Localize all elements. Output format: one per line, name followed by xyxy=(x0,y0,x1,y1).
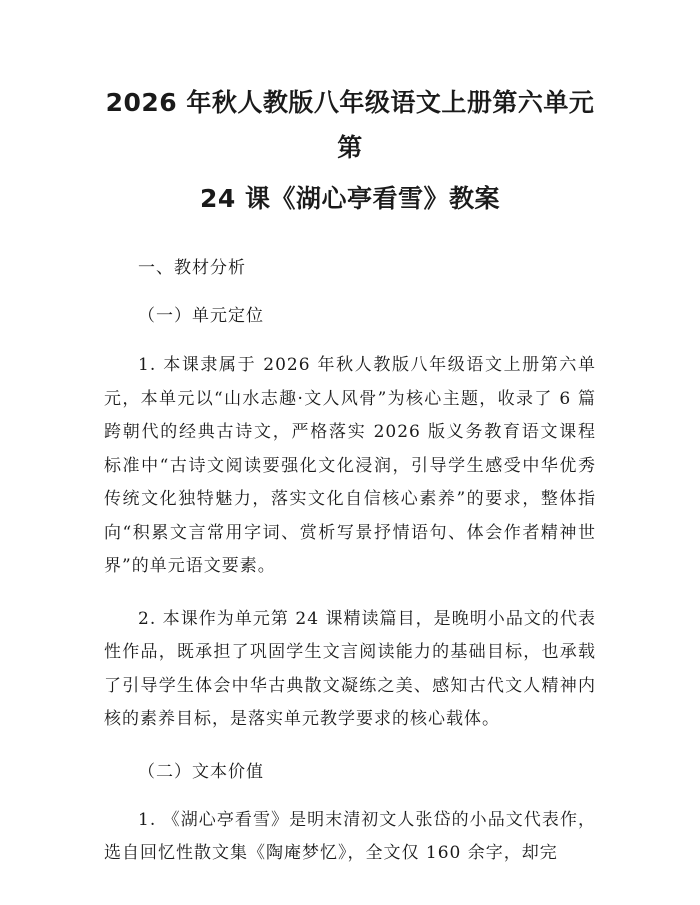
paragraph-unit-positioning-1: 1. 本课隶属于 2026 年秋人教版八年级语文上册第六单元，本单元以“山水志趣·文人风骨”为核心主题，收录了 6 篇跨朝代的经典古诗文，严格落实 2026 版义务教育语文课程标准中“古诗文阅读要强化文化浸润，引导学生感受中华优秀传统文化独特魅力，落实文化自信核心素养”的要求，整体指向“积累文言常用字词、赏析写景抒情语句、体会作者精神世界”的单元语文要素。 xyxy=(104,355,596,576)
paragraph-text-value-1: 1. 《湖心亭看雪》是明末清初文人张岱的小品文代表作，选自回忆性散文集《陶庵梦忆》，全文仅 160 余字，却完 xyxy=(104,809,596,863)
paragraph-unit-positioning-2: 2. 本课作为单元第 24 课精读篇目，是晚明小品文的代表性作品，既承担了巩固学生文言阅读能力的基础目标，也承载了引导学生体会中华古典散文凝练之美、感知古代文人精神内核的素养目标，是落实单元教学要求的核心载体。 xyxy=(104,608,596,729)
document-title xyxy=(104,80,596,221)
title-line-1: 2026 年秋人教版八年级语文上册第六单元第 xyxy=(105,88,595,162)
title-line-2: 24 课《湖心亭看雪》教案 xyxy=(200,184,500,213)
subsection-heading-text-value: （二）文本价值 xyxy=(138,761,264,782)
section-heading-textbook-analysis: 一、教材分析 xyxy=(138,258,246,278)
subsection-heading-unit-positioning: （一）单元定位 xyxy=(138,306,264,326)
